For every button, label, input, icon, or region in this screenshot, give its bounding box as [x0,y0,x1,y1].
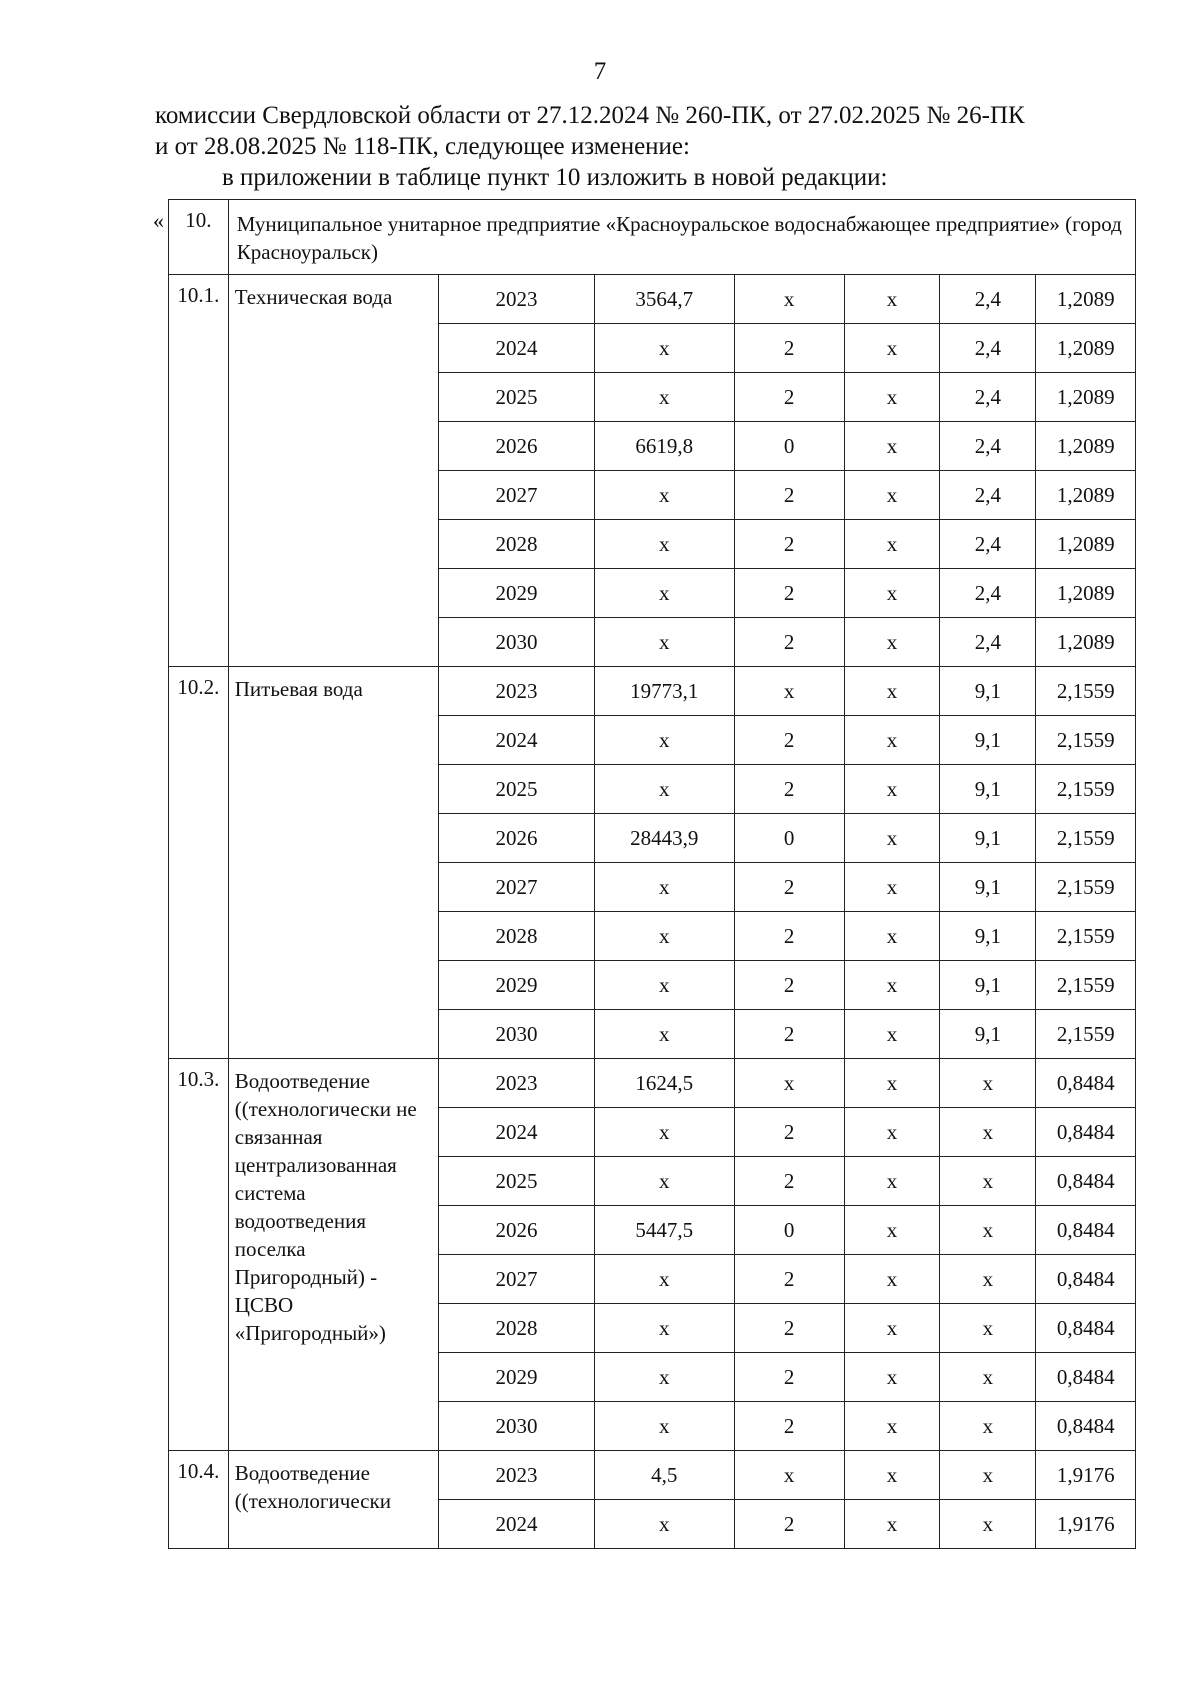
value-cell-2: 2 [734,1304,844,1353]
value-cell-4: 2,4 [940,324,1036,373]
value-cell-2: 2 [734,618,844,667]
value-cell-4: 2,4 [940,422,1036,471]
value-cell-5: 1,9176 [1036,1500,1136,1549]
year-cell: 2024 [439,716,595,765]
year-cell: 2026 [439,422,595,471]
year-cell: 2029 [439,961,595,1010]
year-cell: 2024 [439,1500,595,1549]
value-cell-1: х [594,1500,734,1549]
value-cell-5: 1,2089 [1036,275,1136,324]
value-cell-4: 2,4 [940,618,1036,667]
value-cell-2: 2 [734,1255,844,1304]
value-cell-3: х [844,1157,940,1206]
value-cell-2: 2 [734,520,844,569]
value-cell-5: 0,8484 [1036,1255,1136,1304]
value-cell-5: 1,2089 [1036,520,1136,569]
value-cell-4: 9,1 [940,912,1036,961]
year-cell: 2023 [439,667,595,716]
value-cell-5: 1,9176 [1036,1451,1136,1500]
value-cell-5: 2,1559 [1036,1010,1136,1059]
value-cell-2: 2 [734,716,844,765]
value-cell-1: х [594,618,734,667]
value-cell-1: х [594,863,734,912]
value-cell-3: х [844,1500,940,1549]
year-cell: 2023 [439,275,595,324]
year-cell: 2023 [439,1059,595,1108]
value-cell-2: 2 [734,324,844,373]
value-cell-1: х [594,1353,734,1402]
value-cell-1: х [594,1255,734,1304]
value-cell-3: х [844,1010,940,1059]
value-cell-1: х [594,1157,734,1206]
value-cell-4: х [940,1157,1036,1206]
value-cell-4: 2,4 [940,569,1036,618]
opening-quote-mark: « [153,208,164,233]
value-cell-2: 2 [734,1353,844,1402]
section-number: 10.1. [169,275,229,667]
value-cell-3: х [844,1353,940,1402]
value-cell-4: 9,1 [940,716,1036,765]
value-cell-4: х [940,1255,1036,1304]
value-cell-4: 2,4 [940,471,1036,520]
year-cell: 2028 [439,912,595,961]
value-cell-5: 2,1559 [1036,912,1136,961]
value-cell-4: 9,1 [940,667,1036,716]
intro-text [155,100,1165,193]
value-cell-4: 9,1 [940,814,1036,863]
year-cell: 2024 [439,324,595,373]
value-cell-3: х [844,1059,940,1108]
value-cell-5: 0,8484 [1036,1108,1136,1157]
table-row [169,667,1136,716]
value-cell-3: х [844,912,940,961]
table-row [169,1059,1136,1108]
value-cell-4: х [940,1451,1036,1500]
value-cell-3: х [844,765,940,814]
section-name: Техническая вода [228,275,439,667]
tariff-table [168,199,1136,1549]
value-cell-1: х [594,471,734,520]
value-cell-4: х [940,1500,1036,1549]
value-cell-2: 2 [734,961,844,1010]
value-cell-3: х [844,275,940,324]
value-cell-2: 2 [734,765,844,814]
value-cell-1: х [594,716,734,765]
value-cell-2: 0 [734,422,844,471]
value-cell-3: х [844,863,940,912]
value-cell-3: х [844,422,940,471]
section-name: Питьевая вода [228,667,439,1059]
value-cell-5: 2,1559 [1036,667,1136,716]
intro-line-3: в приложении в таблице пункт 10 изложить в новой редакции: [222,164,888,191]
value-cell-3: х [844,814,940,863]
value-cell-4: х [940,1402,1036,1451]
value-cell-1: 6619,8 [594,422,734,471]
value-cell-1: х [594,1108,734,1157]
year-cell: 2025 [439,1157,595,1206]
value-cell-5: 2,1559 [1036,814,1136,863]
organization-name: Муниципальное унитарное предприятие «Красноуральское водоснабжающее предприятие» (город Красноуральск) [228,200,1135,275]
year-cell: 2025 [439,765,595,814]
value-cell-2: 2 [734,1402,844,1451]
section-number: 10.4. [169,1451,229,1549]
value-cell-3: х [844,520,940,569]
page-number: 7 [593,58,607,85]
value-cell-1: х [594,1010,734,1059]
table-header-row [169,200,1136,275]
value-cell-5: 0,8484 [1036,1206,1136,1255]
value-cell-3: х [844,1108,940,1157]
value-cell-2: 2 [734,1108,844,1157]
year-cell: 2028 [439,520,595,569]
value-cell-4: 2,4 [940,520,1036,569]
item-number: 10. [169,200,229,275]
year-cell: 2030 [439,618,595,667]
value-cell-1: х [594,520,734,569]
value-cell-1: х [594,765,734,814]
value-cell-4: 9,1 [940,765,1036,814]
year-cell: 2030 [439,1402,595,1451]
year-cell: 2027 [439,1255,595,1304]
year-cell: 2026 [439,814,595,863]
value-cell-2: 2 [734,373,844,422]
value-cell-1: 28443,9 [594,814,734,863]
year-cell: 2027 [439,471,595,520]
value-cell-4: 9,1 [940,863,1036,912]
section-name: Водоотведение ((технологически [228,1451,439,1549]
value-cell-4: х [940,1206,1036,1255]
year-cell: 2023 [439,1451,595,1500]
value-cell-4: х [940,1353,1036,1402]
section-number: 10.3. [169,1059,229,1451]
value-cell-5: 0,8484 [1036,1353,1136,1402]
value-cell-2: 2 [734,471,844,520]
value-cell-5: 0,8484 [1036,1157,1136,1206]
year-cell: 2027 [439,863,595,912]
intro-line-2: и от 28.08.2025 № 118-ПК, следующее изменение: [155,133,690,160]
value-cell-4: 2,4 [940,275,1036,324]
value-cell-1: х [594,569,734,618]
value-cell-3: х [844,569,940,618]
value-cell-2: 2 [734,912,844,961]
value-cell-4: 9,1 [940,1010,1036,1059]
year-cell: 2024 [439,1108,595,1157]
value-cell-5: 0,8484 [1036,1304,1136,1353]
value-cell-1: х [594,912,734,961]
value-cell-2: 0 [734,1206,844,1255]
value-cell-3: х [844,1304,940,1353]
value-cell-5: 1,2089 [1036,373,1136,422]
value-cell-4: х [940,1304,1036,1353]
value-cell-5: 1,2089 [1036,324,1136,373]
value-cell-5: 2,1559 [1036,863,1136,912]
value-cell-1: 1624,5 [594,1059,734,1108]
value-cell-1: х [594,1402,734,1451]
value-cell-3: х [844,1206,940,1255]
value-cell-3: х [844,324,940,373]
value-cell-5: 1,2089 [1036,569,1136,618]
value-cell-2: 0 [734,814,844,863]
year-cell: 2028 [439,1304,595,1353]
value-cell-1: х [594,1304,734,1353]
value-cell-5: 2,1559 [1036,765,1136,814]
value-cell-1: 5447,5 [594,1206,734,1255]
value-cell-4: 9,1 [940,961,1036,1010]
section-number: 10.2. [169,667,229,1059]
value-cell-2: 2 [734,569,844,618]
value-cell-3: х [844,716,940,765]
value-cell-3: х [844,373,940,422]
intro-line-1: комиссии Свердловской области от 27.12.2024 № 260-ПК, от 27.02.2025 № 26-ПК [155,102,1025,129]
year-cell: 2026 [439,1206,595,1255]
value-cell-5: 1,2089 [1036,471,1136,520]
value-cell-2: 2 [734,1157,844,1206]
value-cell-1: 3564,7 [594,275,734,324]
value-cell-5: 1,2089 [1036,422,1136,471]
value-cell-2: х [734,1059,844,1108]
value-cell-5: 2,1559 [1036,961,1136,1010]
value-cell-3: х [844,618,940,667]
value-cell-2: 2 [734,1010,844,1059]
value-cell-5: 1,2089 [1036,618,1136,667]
value-cell-5: 0,8484 [1036,1059,1136,1108]
value-cell-1: 4,5 [594,1451,734,1500]
value-cell-4: х [940,1108,1036,1157]
table-row [169,1451,1136,1500]
value-cell-1: х [594,961,734,1010]
value-cell-2: х [734,667,844,716]
value-cell-3: х [844,1451,940,1500]
value-cell-1: х [594,324,734,373]
year-cell: 2030 [439,1010,595,1059]
year-cell: 2025 [439,373,595,422]
value-cell-4: 2,4 [940,373,1036,422]
value-cell-3: х [844,1255,940,1304]
value-cell-5: 2,1559 [1036,716,1136,765]
value-cell-3: х [844,667,940,716]
value-cell-2: 2 [734,1500,844,1549]
table-row [169,275,1136,324]
year-cell: 2029 [439,569,595,618]
section-name: Водоотведение ((технологически не связанная централизованная система водоотведения поселка Пригородный) - ЦСВО «Пригородный») [228,1059,439,1451]
value-cell-3: х [844,961,940,1010]
value-cell-3: х [844,1402,940,1451]
value-cell-2: х [734,1451,844,1500]
value-cell-3: х [844,471,940,520]
value-cell-4: х [940,1059,1036,1108]
value-cell-1: 19773,1 [594,667,734,716]
value-cell-2: х [734,275,844,324]
year-cell: 2029 [439,1353,595,1402]
value-cell-1: х [594,373,734,422]
value-cell-5: 0,8484 [1036,1402,1136,1451]
value-cell-2: 2 [734,863,844,912]
